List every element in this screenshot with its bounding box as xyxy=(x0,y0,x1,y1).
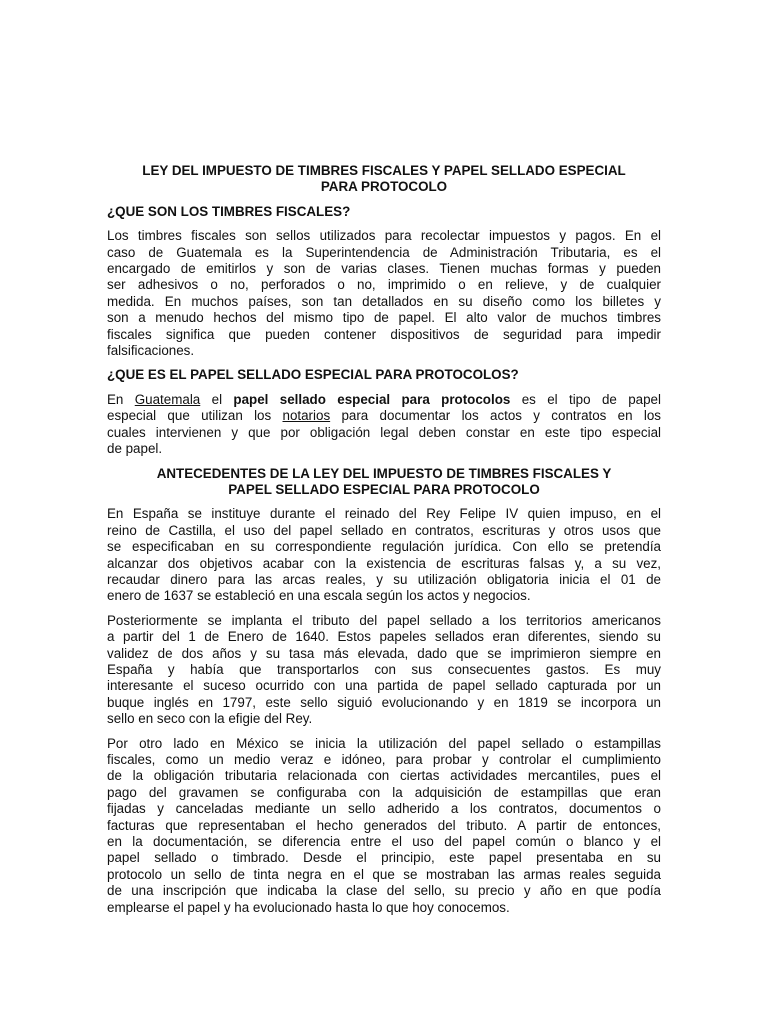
text-line: España y había que transportarlos con sus consecuentes gastos. Es muy xyxy=(107,661,661,677)
text-line xyxy=(107,408,661,424)
text-line: Por otro lado en México se inicia la utilización del papel sellado o estampillas xyxy=(107,735,661,751)
heading-que-es-papel-sellado: ¿QUE ES EL PAPEL SELLADO ESPECIAL PARA PROTOCOLOS? xyxy=(107,367,519,383)
text-line xyxy=(107,392,661,408)
text-line: validez de dos años y su tasa más elevada, dado que se imprimieron siempre en xyxy=(107,645,661,661)
text-line: alcanzar dos objetivos acabar con la existencia de escrituras falsas y, a su vez, xyxy=(107,555,661,571)
text-line: de papel. xyxy=(107,441,163,457)
text-line: recaudar dinero para las arcas reales, y su utilización obligatoria inicia el 01 de xyxy=(107,571,661,587)
text-line: papel sellado o timbrado. Desde el principio, este papel presentaba en su xyxy=(107,850,661,866)
text-run: para documentar los actos y contratos en los xyxy=(330,408,662,424)
text-line: protocolo un sello de tinta negra en el que se mostraban las armas reales seguida xyxy=(107,866,661,882)
paragraph-timbres-fiscales xyxy=(107,228,661,359)
text-line: cuales intervienen y que por obligación legal deben constar en este tipo especial xyxy=(107,424,661,440)
paragraph-espana xyxy=(107,506,661,604)
heading-que-son-timbres: ¿QUE SON LOS TIMBRES FISCALES? xyxy=(107,203,351,219)
text-line: buque inglés en 1797, este sello siguió evolucionando y en 1819 se incorpora un xyxy=(107,694,661,710)
text-line: son a menudo hechos del mismo tipo de papel. El alto valor de muchos timbres xyxy=(107,310,661,326)
text-line: interesante el suceso ocurrido con una partida de papel sellado capturada por un xyxy=(107,678,661,694)
paragraph-posteriormente xyxy=(107,613,661,728)
antecedentes-line-2: PAPEL SELLADO ESPECIAL PARA PROTOCOLO xyxy=(228,481,540,497)
text-line: ser adhesivos o no, perforados o no, imprimido o en relieve, y de cualquier xyxy=(107,277,661,293)
document-page xyxy=(107,163,661,924)
paragraph-papel-sellado xyxy=(107,392,661,458)
text-line: enero de 1637 se estableció en una escala según los actos y negocios. xyxy=(107,588,531,604)
text-line: Posteriormente se implanta el tributo del papel sellado a los territorios americanos xyxy=(107,612,661,628)
text-line: fijadas y canceladas mediante un sello adherido a los contratos, documentos o xyxy=(107,801,661,817)
text-run: es el tipo de papel xyxy=(510,391,661,407)
text-line: sello en seco con la efigie del Rey. xyxy=(107,711,313,727)
text-line: de la obligación tributaria relacionada con ciertas actividades mercantiles, pues el xyxy=(107,768,661,784)
text-run: el xyxy=(200,391,234,407)
document-title xyxy=(107,163,661,196)
text-line: fiscales significa que pueden contener dispositivos de seguridad para impedir xyxy=(107,326,661,342)
text-line: facturas que representaban el hecho generados del tributo. A partir de entonces, xyxy=(107,817,661,833)
title-line-1: LEY DEL IMPUESTO DE TIMBRES FISCALES Y PAPEL SELLADO ESPECIAL xyxy=(142,163,626,178)
text-line: emplearse el papel y ha evolucionado hasta lo que hoy conocemos. xyxy=(107,899,510,915)
text-line: En España se instituye durante el reinado del Rey Felipe IV quien impuso, en el xyxy=(107,506,661,522)
text-line: caso de Guatemala es la Superintendencia de Administración Tributaria, es el xyxy=(107,244,661,260)
link-notarios[interactable]: notarios xyxy=(282,408,331,424)
bold-term-papel-sellado: papel sellado especial para protocolos xyxy=(233,391,511,407)
text-line: reino de Castilla, el uso del papel sellado en contratos, escrituras y otros usos que xyxy=(107,522,661,538)
text-line: medida. En muchos países, son tan detallados en su diseño como los billetes y xyxy=(107,293,661,309)
text-line: fiscales, como un medio veraz e idóneo, para probar y controlar el cumplimiento xyxy=(107,752,661,767)
text-run: En xyxy=(107,391,135,407)
text-line: a partir del 1 de Enero de 1640. Estos papeles sellados eran diferentes, siendo su xyxy=(107,629,661,645)
text-line: Los timbres fiscales son sellos utilizados para recolectar impuestos y pagos. En el xyxy=(107,228,661,244)
paragraph-mexico xyxy=(107,736,661,916)
text-line: de una inscripción que indicaba la clase del sello, su precio y año en que podía xyxy=(107,883,661,899)
title-line-2: PARA PROTOCOLO xyxy=(320,179,448,195)
text-line: encargado de emitirlos y son de varias clases. Tienen muchas formas y pueden xyxy=(107,261,661,277)
text-line: pago del gravamen se configuraba con la adquisición de estampillas que eran xyxy=(107,784,661,800)
text-run: especial que utilizan los xyxy=(107,408,283,424)
heading-antecedentes xyxy=(107,466,661,499)
text-line: falsificaciones. xyxy=(107,343,195,359)
link-guatemala[interactable]: Guatemala xyxy=(134,391,201,407)
text-line: se especificaban en su correspondiente regulación jurídica. Con ello se pretendía xyxy=(107,539,661,555)
text-line: en la documentación, se diferencia entre el uso del papel común o blanco y el xyxy=(107,834,661,850)
antecedentes-line-1: ANTECEDENTES DE LA LEY DEL IMPUESTO DE TIMBRES FISCALES Y xyxy=(156,465,612,481)
